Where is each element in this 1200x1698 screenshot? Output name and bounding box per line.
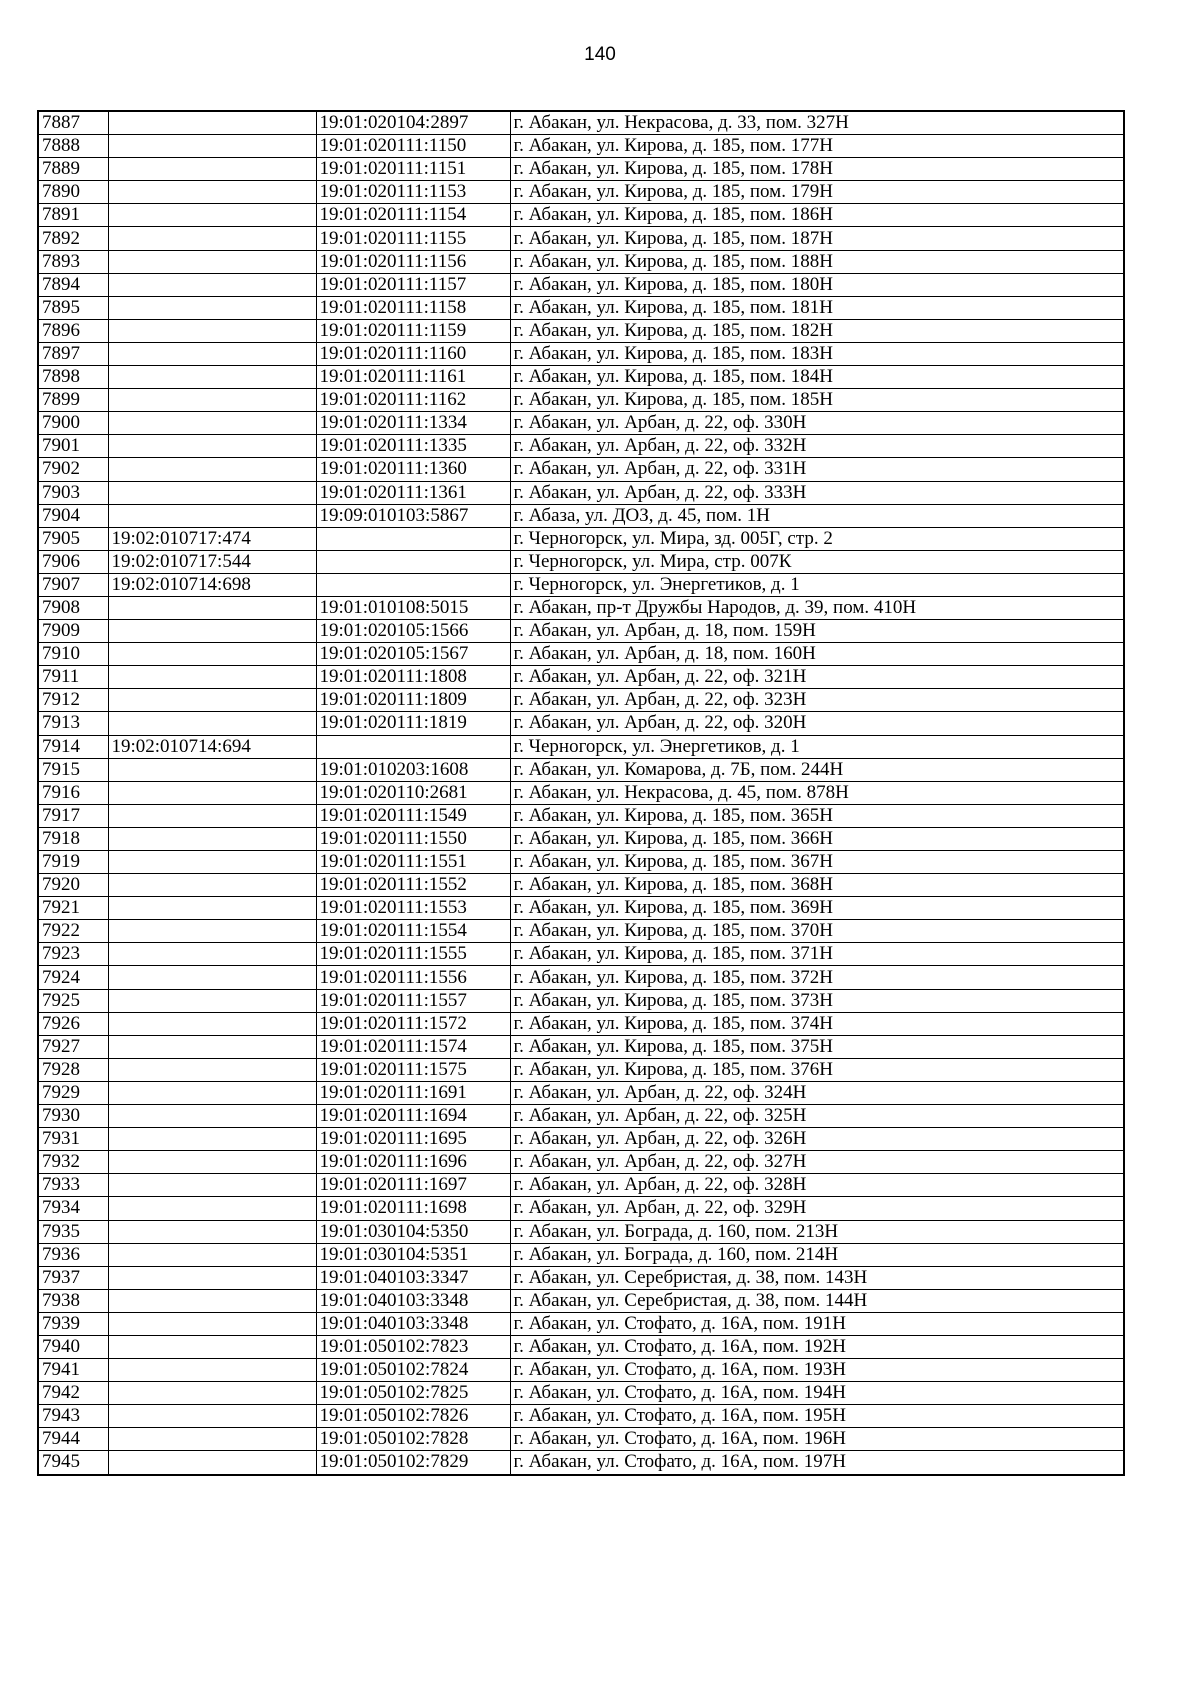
- table-row: [38, 989, 1124, 1012]
- table-row: [38, 389, 1124, 412]
- address-cell: г. Абакан, ул. Кирова, д. 185, пом. 376Н: [510, 1058, 1124, 1081]
- table-row: [38, 481, 1124, 504]
- table-row: [38, 181, 1124, 204]
- table-row: [38, 1382, 1124, 1405]
- table-row: [38, 1335, 1124, 1358]
- table-row: [38, 1012, 1124, 1035]
- land-cadastral-number-cell: [108, 874, 316, 897]
- land-cadastral-number-cell: [108, 643, 316, 666]
- row-number-cell: 7900: [38, 412, 108, 435]
- table-row: [38, 596, 1124, 619]
- premises-cadastral-number-cell: 19:01:020111:1553: [316, 897, 510, 920]
- premises-cadastral-number-cell: [316, 550, 510, 573]
- address-cell: г. Абаза, ул. ДОЗ, д. 45, пом. 1Н: [510, 504, 1124, 527]
- land-cadastral-number-cell: [108, 920, 316, 943]
- land-cadastral-number-cell: [108, 342, 316, 365]
- row-number-cell: 7927: [38, 1035, 108, 1058]
- address-cell: г. Абакан, ул. Стофато, д. 16А, пом. 194Н: [510, 1382, 1124, 1405]
- address-cell: г. Абакан, ул. Арбан, д. 18, пом. 160Н: [510, 643, 1124, 666]
- property-registry-table: [37, 110, 1125, 1476]
- table-row: [38, 735, 1124, 758]
- address-cell: г. Абакан, ул. Арбан, д. 22, оф. 331Н: [510, 458, 1124, 481]
- address-cell: г. Абакан, ул. Кирова, д. 185, пом. 185Н: [510, 389, 1124, 412]
- row-number-cell: 7929: [38, 1081, 108, 1104]
- row-number-cell: 7906: [38, 550, 108, 573]
- premises-cadastral-number-cell: 19:01:050102:7825: [316, 1382, 510, 1405]
- row-number-cell: 7889: [38, 158, 108, 181]
- address-cell: г. Абакан, ул. Стофато, д. 16А, пом. 196Н: [510, 1428, 1124, 1451]
- table-row: [38, 804, 1124, 827]
- premises-cadastral-number-cell: 19:01:020111:1697: [316, 1174, 510, 1197]
- address-cell: г. Абакан, ул. Арбан, д. 22, оф. 333Н: [510, 481, 1124, 504]
- premises-cadastral-number-cell: 19:01:050102:7829: [316, 1451, 510, 1475]
- premises-cadastral-number-cell: 19:01:020104:2897: [316, 111, 510, 135]
- row-number-cell: 7933: [38, 1174, 108, 1197]
- premises-cadastral-number-cell: 19:01:040103:3348: [316, 1289, 510, 1312]
- table-row: [38, 342, 1124, 365]
- land-cadastral-number-cell: [108, 158, 316, 181]
- row-number-cell: 7924: [38, 966, 108, 989]
- row-number-cell: 7902: [38, 458, 108, 481]
- row-number-cell: 7894: [38, 273, 108, 296]
- address-cell: г. Абакан, ул. Арбан, д. 22, оф. 329Н: [510, 1197, 1124, 1220]
- row-number-cell: 7941: [38, 1359, 108, 1382]
- table-row: [38, 712, 1124, 735]
- land-cadastral-number-cell: [108, 458, 316, 481]
- address-cell: г. Абакан, ул. Некрасова, д. 45, пом. 878Н: [510, 781, 1124, 804]
- table-row: [38, 227, 1124, 250]
- row-number-cell: 7917: [38, 804, 108, 827]
- row-number-cell: 7890: [38, 181, 108, 204]
- premises-cadastral-number-cell: 19:01:050102:7828: [316, 1428, 510, 1451]
- address-cell: г. Абакан, ул. Кирова, д. 185, пом. 372Н: [510, 966, 1124, 989]
- premises-cadastral-number-cell: 19:01:020111:1809: [316, 689, 510, 712]
- land-cadastral-number-cell: [108, 1035, 316, 1058]
- row-number-cell: 7901: [38, 435, 108, 458]
- premises-cadastral-number-cell: 19:01:020111:1161: [316, 366, 510, 389]
- address-cell: г. Абакан, ул. Арбан, д. 22, оф. 328Н: [510, 1174, 1124, 1197]
- address-cell: г. Абакан, ул. Кирова, д. 185, пом. 181Н: [510, 296, 1124, 319]
- row-number-cell: 7931: [38, 1128, 108, 1151]
- land-cadastral-number-cell: [108, 620, 316, 643]
- land-cadastral-number-cell: [108, 1335, 316, 1358]
- premises-cadastral-number-cell: 19:01:020111:1162: [316, 389, 510, 412]
- table-row: [38, 1220, 1124, 1243]
- land-cadastral-number-cell: [108, 1312, 316, 1335]
- row-number-cell: 7925: [38, 989, 108, 1012]
- address-cell: г. Абакан, ул. Кирова, д. 185, пом. 184Н: [510, 366, 1124, 389]
- land-cadastral-number-cell: [108, 389, 316, 412]
- address-cell: г. Абакан, ул. Кирова, д. 185, пом. 365Н: [510, 804, 1124, 827]
- land-cadastral-number-cell: [108, 1197, 316, 1220]
- address-cell: г. Абакан, ул. Кирова, д. 185, пом. 368Н: [510, 874, 1124, 897]
- address-cell: г. Абакан, ул. Арбан, д. 22, оф. 330Н: [510, 412, 1124, 435]
- table-row: [38, 1405, 1124, 1428]
- land-cadastral-number-cell: [108, 1220, 316, 1243]
- premises-cadastral-number-cell: 19:01:020111:1157: [316, 273, 510, 296]
- table-row: [38, 1035, 1124, 1058]
- land-cadastral-number-cell: [108, 111, 316, 135]
- address-cell: г. Абакан, ул. Серебристая, д. 38, пом. 144Н: [510, 1289, 1124, 1312]
- address-cell: г. Абакан, ул. Комарова, д. 7Б, пом. 244Н: [510, 758, 1124, 781]
- table-row: [38, 1081, 1124, 1104]
- address-cell: г. Абакан, ул. Кирова, д. 185, пом. 367Н: [510, 851, 1124, 874]
- address-cell: г. Абакан, ул. Арбан, д. 22, оф. 326Н: [510, 1128, 1124, 1151]
- table-row: [38, 435, 1124, 458]
- table-row: [38, 1266, 1124, 1289]
- table-row: [38, 1312, 1124, 1335]
- table-row: [38, 1058, 1124, 1081]
- premises-cadastral-number-cell: 19:01:050102:7824: [316, 1359, 510, 1382]
- row-number-cell: 7944: [38, 1428, 108, 1451]
- table-row: [38, 319, 1124, 342]
- premises-cadastral-number-cell: 19:01:020111:1153: [316, 181, 510, 204]
- premises-cadastral-number-cell: 19:01:020111:1551: [316, 851, 510, 874]
- table-row: [38, 1128, 1124, 1151]
- land-cadastral-number-cell: [108, 596, 316, 619]
- address-cell: г. Абакан, ул. Кирова, д. 185, пом. 370Н: [510, 920, 1124, 943]
- row-number-cell: 7909: [38, 620, 108, 643]
- table-row: [38, 1451, 1124, 1475]
- land-cadastral-number-cell: [108, 319, 316, 342]
- table-row: [38, 550, 1124, 573]
- row-number-cell: 7919: [38, 851, 108, 874]
- premises-cadastral-number-cell: 19:01:020111:1696: [316, 1151, 510, 1174]
- premises-cadastral-number-cell: 19:01:020111:1555: [316, 943, 510, 966]
- row-number-cell: 7893: [38, 250, 108, 273]
- row-number-cell: 7887: [38, 111, 108, 135]
- premises-cadastral-number-cell: 19:01:030104:5350: [316, 1220, 510, 1243]
- address-cell: г. Абакан, ул. Кирова, д. 185, пом. 187Н: [510, 227, 1124, 250]
- row-number-cell: 7938: [38, 1289, 108, 1312]
- address-cell: г. Абакан, ул. Арбан, д. 18, пом. 159Н: [510, 620, 1124, 643]
- premises-cadastral-number-cell: 19:01:020111:1550: [316, 827, 510, 850]
- table-row: [38, 158, 1124, 181]
- row-number-cell: 7896: [38, 319, 108, 342]
- row-number-cell: 7914: [38, 735, 108, 758]
- table-row: [38, 296, 1124, 319]
- row-number-cell: 7920: [38, 874, 108, 897]
- land-cadastral-number-cell: [108, 1128, 316, 1151]
- land-cadastral-number-cell: [108, 758, 316, 781]
- address-cell: г. Абакан, ул. Стофато, д. 16А, пом. 191Н: [510, 1312, 1124, 1335]
- premises-cadastral-number-cell: 19:01:020111:1361: [316, 481, 510, 504]
- premises-cadastral-number-cell: 19:01:020111:1557: [316, 989, 510, 1012]
- row-number-cell: 7903: [38, 481, 108, 504]
- table-row: [38, 504, 1124, 527]
- address-cell: г. Абакан, ул. Арбан, д. 22, оф. 324Н: [510, 1081, 1124, 1104]
- land-cadastral-number-cell: [108, 1382, 316, 1405]
- address-cell: г. Абакан, ул. Арбан, д. 22, оф. 320Н: [510, 712, 1124, 735]
- address-cell: г. Абакан, ул. Арбан, д. 22, оф. 332Н: [510, 435, 1124, 458]
- land-cadastral-number-cell: [108, 1151, 316, 1174]
- premises-cadastral-number-cell: 19:01:020111:1154: [316, 204, 510, 227]
- premises-cadastral-number-cell: 19:01:020111:1694: [316, 1105, 510, 1128]
- address-cell: г. Абакан, ул. Кирова, д. 185, пом. 182Н: [510, 319, 1124, 342]
- premises-cadastral-number-cell: 19:01:020111:1575: [316, 1058, 510, 1081]
- land-cadastral-number-cell: [108, 204, 316, 227]
- table-row: [38, 1243, 1124, 1266]
- premises-cadastral-number-cell: 19:01:020111:1691: [316, 1081, 510, 1104]
- row-number-cell: 7942: [38, 1382, 108, 1405]
- row-number-cell: 7904: [38, 504, 108, 527]
- address-cell: г. Абакан, ул. Арбан, д. 22, оф. 323Н: [510, 689, 1124, 712]
- land-cadastral-number-cell: [108, 435, 316, 458]
- premises-cadastral-number-cell: 19:01:010203:1608: [316, 758, 510, 781]
- premises-cadastral-number-cell: 19:01:020111:1335: [316, 435, 510, 458]
- land-cadastral-number-cell: [108, 666, 316, 689]
- premises-cadastral-number-cell: 19:01:020111:1554: [316, 920, 510, 943]
- land-cadastral-number-cell: [108, 1451, 316, 1475]
- row-number-cell: 7932: [38, 1151, 108, 1174]
- row-number-cell: 7936: [38, 1243, 108, 1266]
- row-number-cell: 7939: [38, 1312, 108, 1335]
- land-cadastral-number-cell: [108, 181, 316, 204]
- land-cadastral-number-cell: 19:02:010717:474: [108, 527, 316, 550]
- land-cadastral-number-cell: [108, 804, 316, 827]
- premises-cadastral-number-cell: 19:09:010103:5867: [316, 504, 510, 527]
- table-row: [38, 250, 1124, 273]
- address-cell: г. Абакан, ул. Бограда, д. 160, пом. 214Н: [510, 1243, 1124, 1266]
- row-number-cell: 7915: [38, 758, 108, 781]
- table-row: [38, 874, 1124, 897]
- table-row: [38, 1174, 1124, 1197]
- premises-cadastral-number-cell: 19:01:050102:7823: [316, 1335, 510, 1358]
- land-cadastral-number-cell: [108, 412, 316, 435]
- premises-cadastral-number-cell: 19:01:020111:1552: [316, 874, 510, 897]
- premises-cadastral-number-cell: 19:01:020111:1160: [316, 342, 510, 365]
- row-number-cell: 7918: [38, 827, 108, 850]
- row-number-cell: 7943: [38, 1405, 108, 1428]
- row-number-cell: 7911: [38, 666, 108, 689]
- premises-cadastral-number-cell: 19:01:020111:1572: [316, 1012, 510, 1035]
- table-row: [38, 966, 1124, 989]
- row-number-cell: 7892: [38, 227, 108, 250]
- land-cadastral-number-cell: [108, 1359, 316, 1382]
- row-number-cell: 7899: [38, 389, 108, 412]
- table-row: [38, 827, 1124, 850]
- address-cell: г. Абакан, ул. Стофато, д. 16А, пом. 195Н: [510, 1405, 1124, 1428]
- table-row: [38, 458, 1124, 481]
- premises-cadastral-number-cell: 19:01:020111:1360: [316, 458, 510, 481]
- premises-cadastral-number-cell: 19:01:020105:1566: [316, 620, 510, 643]
- land-cadastral-number-cell: [108, 1105, 316, 1128]
- premises-cadastral-number-cell: [316, 735, 510, 758]
- land-cadastral-number-cell: [108, 827, 316, 850]
- land-cadastral-number-cell: [108, 966, 316, 989]
- row-number-cell: 7897: [38, 342, 108, 365]
- address-cell: г. Абакан, ул. Бограда, д. 160, пом. 213Н: [510, 1220, 1124, 1243]
- row-number-cell: 7907: [38, 573, 108, 596]
- premises-cadastral-number-cell: 19:01:020111:1159: [316, 319, 510, 342]
- premises-cadastral-number-cell: [316, 527, 510, 550]
- row-number-cell: 7913: [38, 712, 108, 735]
- land-cadastral-number-cell: [108, 897, 316, 920]
- address-cell: г. Абакан, ул. Кирова, д. 185, пом. 177Н: [510, 135, 1124, 158]
- address-cell: г. Абакан, ул. Кирова, д. 185, пом. 371Н: [510, 943, 1124, 966]
- premises-cadastral-number-cell: 19:01:020111:1698: [316, 1197, 510, 1220]
- premises-cadastral-number-cell: 19:01:020105:1567: [316, 643, 510, 666]
- row-number-cell: 7895: [38, 296, 108, 319]
- row-number-cell: 7923: [38, 943, 108, 966]
- premises-cadastral-number-cell: 19:01:020111:1155: [316, 227, 510, 250]
- table-row: [38, 1359, 1124, 1382]
- land-cadastral-number-cell: [108, 1266, 316, 1289]
- address-cell: г. Абакан, ул. Стофато, д. 16А, пом. 197Н: [510, 1451, 1124, 1475]
- registry-table-body: [38, 111, 1124, 1475]
- row-number-cell: 7910: [38, 643, 108, 666]
- row-number-cell: 7891: [38, 204, 108, 227]
- premises-cadastral-number-cell: 19:01:030104:5351: [316, 1243, 510, 1266]
- premises-cadastral-number-cell: 19:01:020111:1819: [316, 712, 510, 735]
- premises-cadastral-number-cell: 19:01:040103:3348: [316, 1312, 510, 1335]
- table-row: [38, 412, 1124, 435]
- address-cell: г. Абакан, ул. Кирова, д. 185, пом. 373Н: [510, 989, 1124, 1012]
- address-cell: г. Абакан, ул. Кирова, д. 185, пом. 186Н: [510, 204, 1124, 227]
- address-cell: г. Абакан, ул. Стофато, д. 16А, пом. 192Н: [510, 1335, 1124, 1358]
- land-cadastral-number-cell: [108, 851, 316, 874]
- address-cell: г. Черногорск, ул. Мира, стр. 007К: [510, 550, 1124, 573]
- address-cell: г. Абакан, ул. Арбан, д. 22, оф. 327Н: [510, 1151, 1124, 1174]
- premises-cadastral-number-cell: 19:01:020111:1334: [316, 412, 510, 435]
- address-cell: г. Абакан, ул. Кирова, д. 185, пом. 366Н: [510, 827, 1124, 850]
- premises-cadastral-number-cell: 19:01:020111:1808: [316, 666, 510, 689]
- table-row: [38, 1289, 1124, 1312]
- land-cadastral-number-cell: [108, 296, 316, 319]
- table-row: [38, 1428, 1124, 1451]
- address-cell: г. Абакан, ул. Кирова, д. 185, пом. 375Н: [510, 1035, 1124, 1058]
- row-number-cell: 7916: [38, 781, 108, 804]
- page-number: 140: [584, 44, 616, 65]
- land-cadastral-number-cell: 19:02:010714:694: [108, 735, 316, 758]
- land-cadastral-number-cell: [108, 273, 316, 296]
- premises-cadastral-number-cell: [316, 573, 510, 596]
- row-number-cell: 7922: [38, 920, 108, 943]
- table-row: [38, 781, 1124, 804]
- table-row: [38, 897, 1124, 920]
- table-row: [38, 135, 1124, 158]
- table-row: [38, 204, 1124, 227]
- address-cell: г. Абакан, ул. Некрасова, д. 33, пом. 327Н: [510, 111, 1124, 135]
- premises-cadastral-number-cell: 19:01:020111:1156: [316, 250, 510, 273]
- land-cadastral-number-cell: [108, 1012, 316, 1035]
- land-cadastral-number-cell: [108, 1243, 316, 1266]
- row-number-cell: 7930: [38, 1105, 108, 1128]
- land-cadastral-number-cell: [108, 135, 316, 158]
- land-cadastral-number-cell: [108, 989, 316, 1012]
- land-cadastral-number-cell: [108, 366, 316, 389]
- table-row: [38, 366, 1124, 389]
- table-row: [38, 920, 1124, 943]
- land-cadastral-number-cell: 19:02:010717:544: [108, 550, 316, 573]
- row-number-cell: 7935: [38, 1220, 108, 1243]
- land-cadastral-number-cell: [108, 1289, 316, 1312]
- land-cadastral-number-cell: [108, 1428, 316, 1451]
- row-number-cell: 7934: [38, 1197, 108, 1220]
- address-cell: г. Абакан, пр-т Дружбы Народов, д. 39, пом. 410Н: [510, 596, 1124, 619]
- land-cadastral-number-cell: [108, 481, 316, 504]
- land-cadastral-number-cell: [108, 504, 316, 527]
- land-cadastral-number-cell: [108, 712, 316, 735]
- row-number-cell: 7908: [38, 596, 108, 619]
- table-row: [38, 1105, 1124, 1128]
- premises-cadastral-number-cell: 19:01:010108:5015: [316, 596, 510, 619]
- address-cell: г. Абакан, ул. Арбан, д. 22, оф. 321Н: [510, 666, 1124, 689]
- address-cell: г. Абакан, ул. Кирова, д. 185, пом. 183Н: [510, 342, 1124, 365]
- row-number-cell: 7945: [38, 1451, 108, 1475]
- land-cadastral-number-cell: [108, 943, 316, 966]
- address-cell: г. Абакан, ул. Кирова, д. 185, пом. 180Н: [510, 273, 1124, 296]
- premises-cadastral-number-cell: 19:01:050102:7826: [316, 1405, 510, 1428]
- premises-cadastral-number-cell: 19:01:020110:2681: [316, 781, 510, 804]
- address-cell: г. Абакан, ул. Кирова, д. 185, пом. 188Н: [510, 250, 1124, 273]
- land-cadastral-number-cell: [108, 781, 316, 804]
- row-number-cell: 7912: [38, 689, 108, 712]
- land-cadastral-number-cell: [108, 1058, 316, 1081]
- table-row: [38, 943, 1124, 966]
- row-number-cell: 7937: [38, 1266, 108, 1289]
- address-cell: г. Абакан, ул. Кирова, д. 185, пом. 178Н: [510, 158, 1124, 181]
- row-number-cell: 7921: [38, 897, 108, 920]
- premises-cadastral-number-cell: 19:01:040103:3347: [316, 1266, 510, 1289]
- row-number-cell: 7898: [38, 366, 108, 389]
- table-row: [38, 689, 1124, 712]
- address-cell: г. Абакан, ул. Серебристая, д. 38, пом. 143Н: [510, 1266, 1124, 1289]
- address-cell: г. Абакан, ул. Кирова, д. 185, пом. 369Н: [510, 897, 1124, 920]
- table-row: [38, 643, 1124, 666]
- premises-cadastral-number-cell: 19:01:020111:1150: [316, 135, 510, 158]
- premises-cadastral-number-cell: 19:01:020111:1574: [316, 1035, 510, 1058]
- premises-cadastral-number-cell: 19:01:020111:1549: [316, 804, 510, 827]
- row-number-cell: 7926: [38, 1012, 108, 1035]
- premises-cadastral-number-cell: 19:01:020111:1556: [316, 966, 510, 989]
- address-cell: г. Черногорск, ул. Энергетиков, д. 1: [510, 573, 1124, 596]
- address-cell: г. Черногорск, ул. Мира, зд. 005Г, стр. 2: [510, 527, 1124, 550]
- land-cadastral-number-cell: [108, 689, 316, 712]
- land-cadastral-number-cell: [108, 1174, 316, 1197]
- table-row: [38, 851, 1124, 874]
- address-cell: г. Абакан, ул. Кирова, д. 185, пом. 374Н: [510, 1012, 1124, 1035]
- table-row: [38, 527, 1124, 550]
- row-number-cell: 7888: [38, 135, 108, 158]
- table-row: [38, 1151, 1124, 1174]
- table-row: [38, 1197, 1124, 1220]
- address-cell: г. Черногорск, ул. Энергетиков, д. 1: [510, 735, 1124, 758]
- table-row: [38, 758, 1124, 781]
- table-row: [38, 620, 1124, 643]
- land-cadastral-number-cell: [108, 250, 316, 273]
- table-row: [38, 111, 1124, 135]
- land-cadastral-number-cell: 19:02:010714:698: [108, 573, 316, 596]
- row-number-cell: 7905: [38, 527, 108, 550]
- land-cadastral-number-cell: [108, 1405, 316, 1428]
- row-number-cell: 7940: [38, 1335, 108, 1358]
- address-cell: г. Абакан, ул. Кирова, д. 185, пом. 179Н: [510, 181, 1124, 204]
- table-row: [38, 573, 1124, 596]
- address-cell: г. Абакан, ул. Арбан, д. 22, оф. 325Н: [510, 1105, 1124, 1128]
- table-row: [38, 666, 1124, 689]
- address-cell: г. Абакан, ул. Стофато, д. 16А, пом. 193Н: [510, 1359, 1124, 1382]
- premises-cadastral-number-cell: 19:01:020111:1695: [316, 1128, 510, 1151]
- premises-cadastral-number-cell: 19:01:020111:1158: [316, 296, 510, 319]
- table-row: [38, 273, 1124, 296]
- premises-cadastral-number-cell: 19:01:020111:1151: [316, 158, 510, 181]
- land-cadastral-number-cell: [108, 227, 316, 250]
- row-number-cell: 7928: [38, 1058, 108, 1081]
- land-cadastral-number-cell: [108, 1081, 316, 1104]
